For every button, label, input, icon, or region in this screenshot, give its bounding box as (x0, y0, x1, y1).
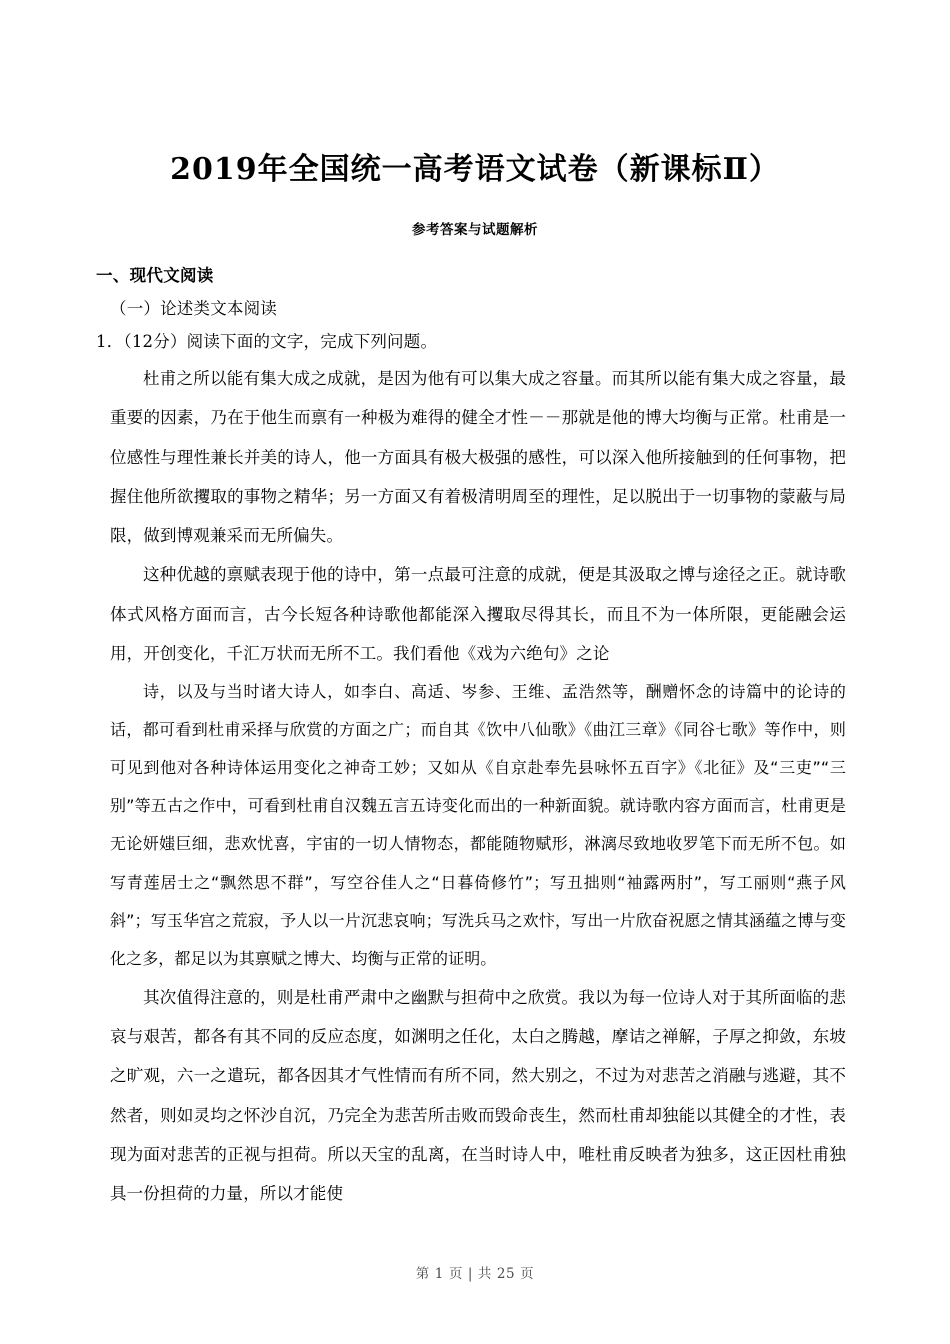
passage-paragraph-2b: 诗，以及与当时诸大诗人，如李白、高适、岑参、王维、孟浩然等，酬赠怀念的诗篇中的论诗的话，都可看到杜甫采择与欣赏的方面之广；而自其《饮中八仙歌》《曲江三章》《同谷七歌》等作中，则可见到他对各种诗体运用变化之神奇工妙；又如从《自京赴奉先县咏怀五百字》《北征》及“三吏”“三别”等五古之作中，可看到杜甫自汉魏五言五诗变化而出的一种新面貌。就诗歌内容方面而言，杜甫更是无论妍媸巨细，悲欢忧喜，宇宙的一切人情物态，都能随物赋形，淋漓尽致地收罗笔下而无所不包。如写青莲居士之“飘然思不群”，写空谷佳人之“日暮倚修竹”；写丑拙则“袖露两肘”，写工丽则“燕子风斜”；写玉华宫之荒寂，予人以一片沉悲哀响；写洗兵马之欢忭，写出一片欣奋祝愿之情其涵蕴之博与变化之多，都足以为其禀赋之博大、均衡与正常的证明。 (110, 682, 846, 968)
document-subtitle: 参考答案与试题解析 (412, 222, 538, 238)
section-heading-modern-reading: 一、现代文阅读 (96, 266, 214, 285)
passage-paragraph-3: 其次值得注意的，则是杜甫严肃中之幽默与担荷中之欣赏。我以为每一位诗人对于其所面临的悲哀与艰苦，都各有其不同的反应态度，如渊明之任化，太白之腾越，摩诘之禅解，子厚之抑敛，东坡之旷观，六一之遣玩，都各因其才气性情而有所不同，然大别之，不过为对悲苦之消融与逃避，其不然者，则如灵均之怀沙自沉，乃完全为悲苦所击败而毁命丧生，然而杜甫却独能以其健全的才性，表现为面对悲苦的正视与担荷。所以天宝的乱离，在当时诗人中，唯杜甫反映者为独多，这正因杜甫独具一份担荷的力量，所以才能使 (110, 987, 846, 1204)
sub-heading-expository-text: （一）论述类文本阅读 (110, 299, 277, 319)
passage-paragraph-1: 杜甫之所以能有集大成之成就，是因为他有可以集大成之容量。而其所以能有集大成之容量，最重要的因素，乃在于他生而禀有一种极为难得的健全才性－－那就是他的博大均衡与正常。杜甫是一位感性与理性兼长并美的诗人，他一方面具有极大极强的感性，可以深入他所接触到的任何事物，把握住他所欲攫取的事物之精华；另一方面又有着极清明周至的理性，足以脱出于一切事物的蒙蔽与局限，做到博观兼采而无所偏失。 (110, 368, 846, 546)
document-body (0, 238, 950, 1213)
question-1-prompt: 1．（12分）阅读下面的文字，完成下列问题。 (96, 332, 438, 352)
page-footer: 第 1 页 | 共 25 页 (415, 1266, 535, 1282)
passage-paragraph-2a: 这种优越的禀赋表现于他的诗中，第一点最可注意的成就，便是其汲取之博与途径之正。就诗歌体式风格方面而言，古今长短各种诗歌他都能深入攫取尽得其长，而且不为一体所限，更能融会运用，开创变化，千汇万状而无所不工。我们看他《戏为六绝句》之论 (110, 565, 846, 663)
page-title: 2019年全国统一高考语文试卷（新课标Ⅱ） (170, 152, 780, 187)
